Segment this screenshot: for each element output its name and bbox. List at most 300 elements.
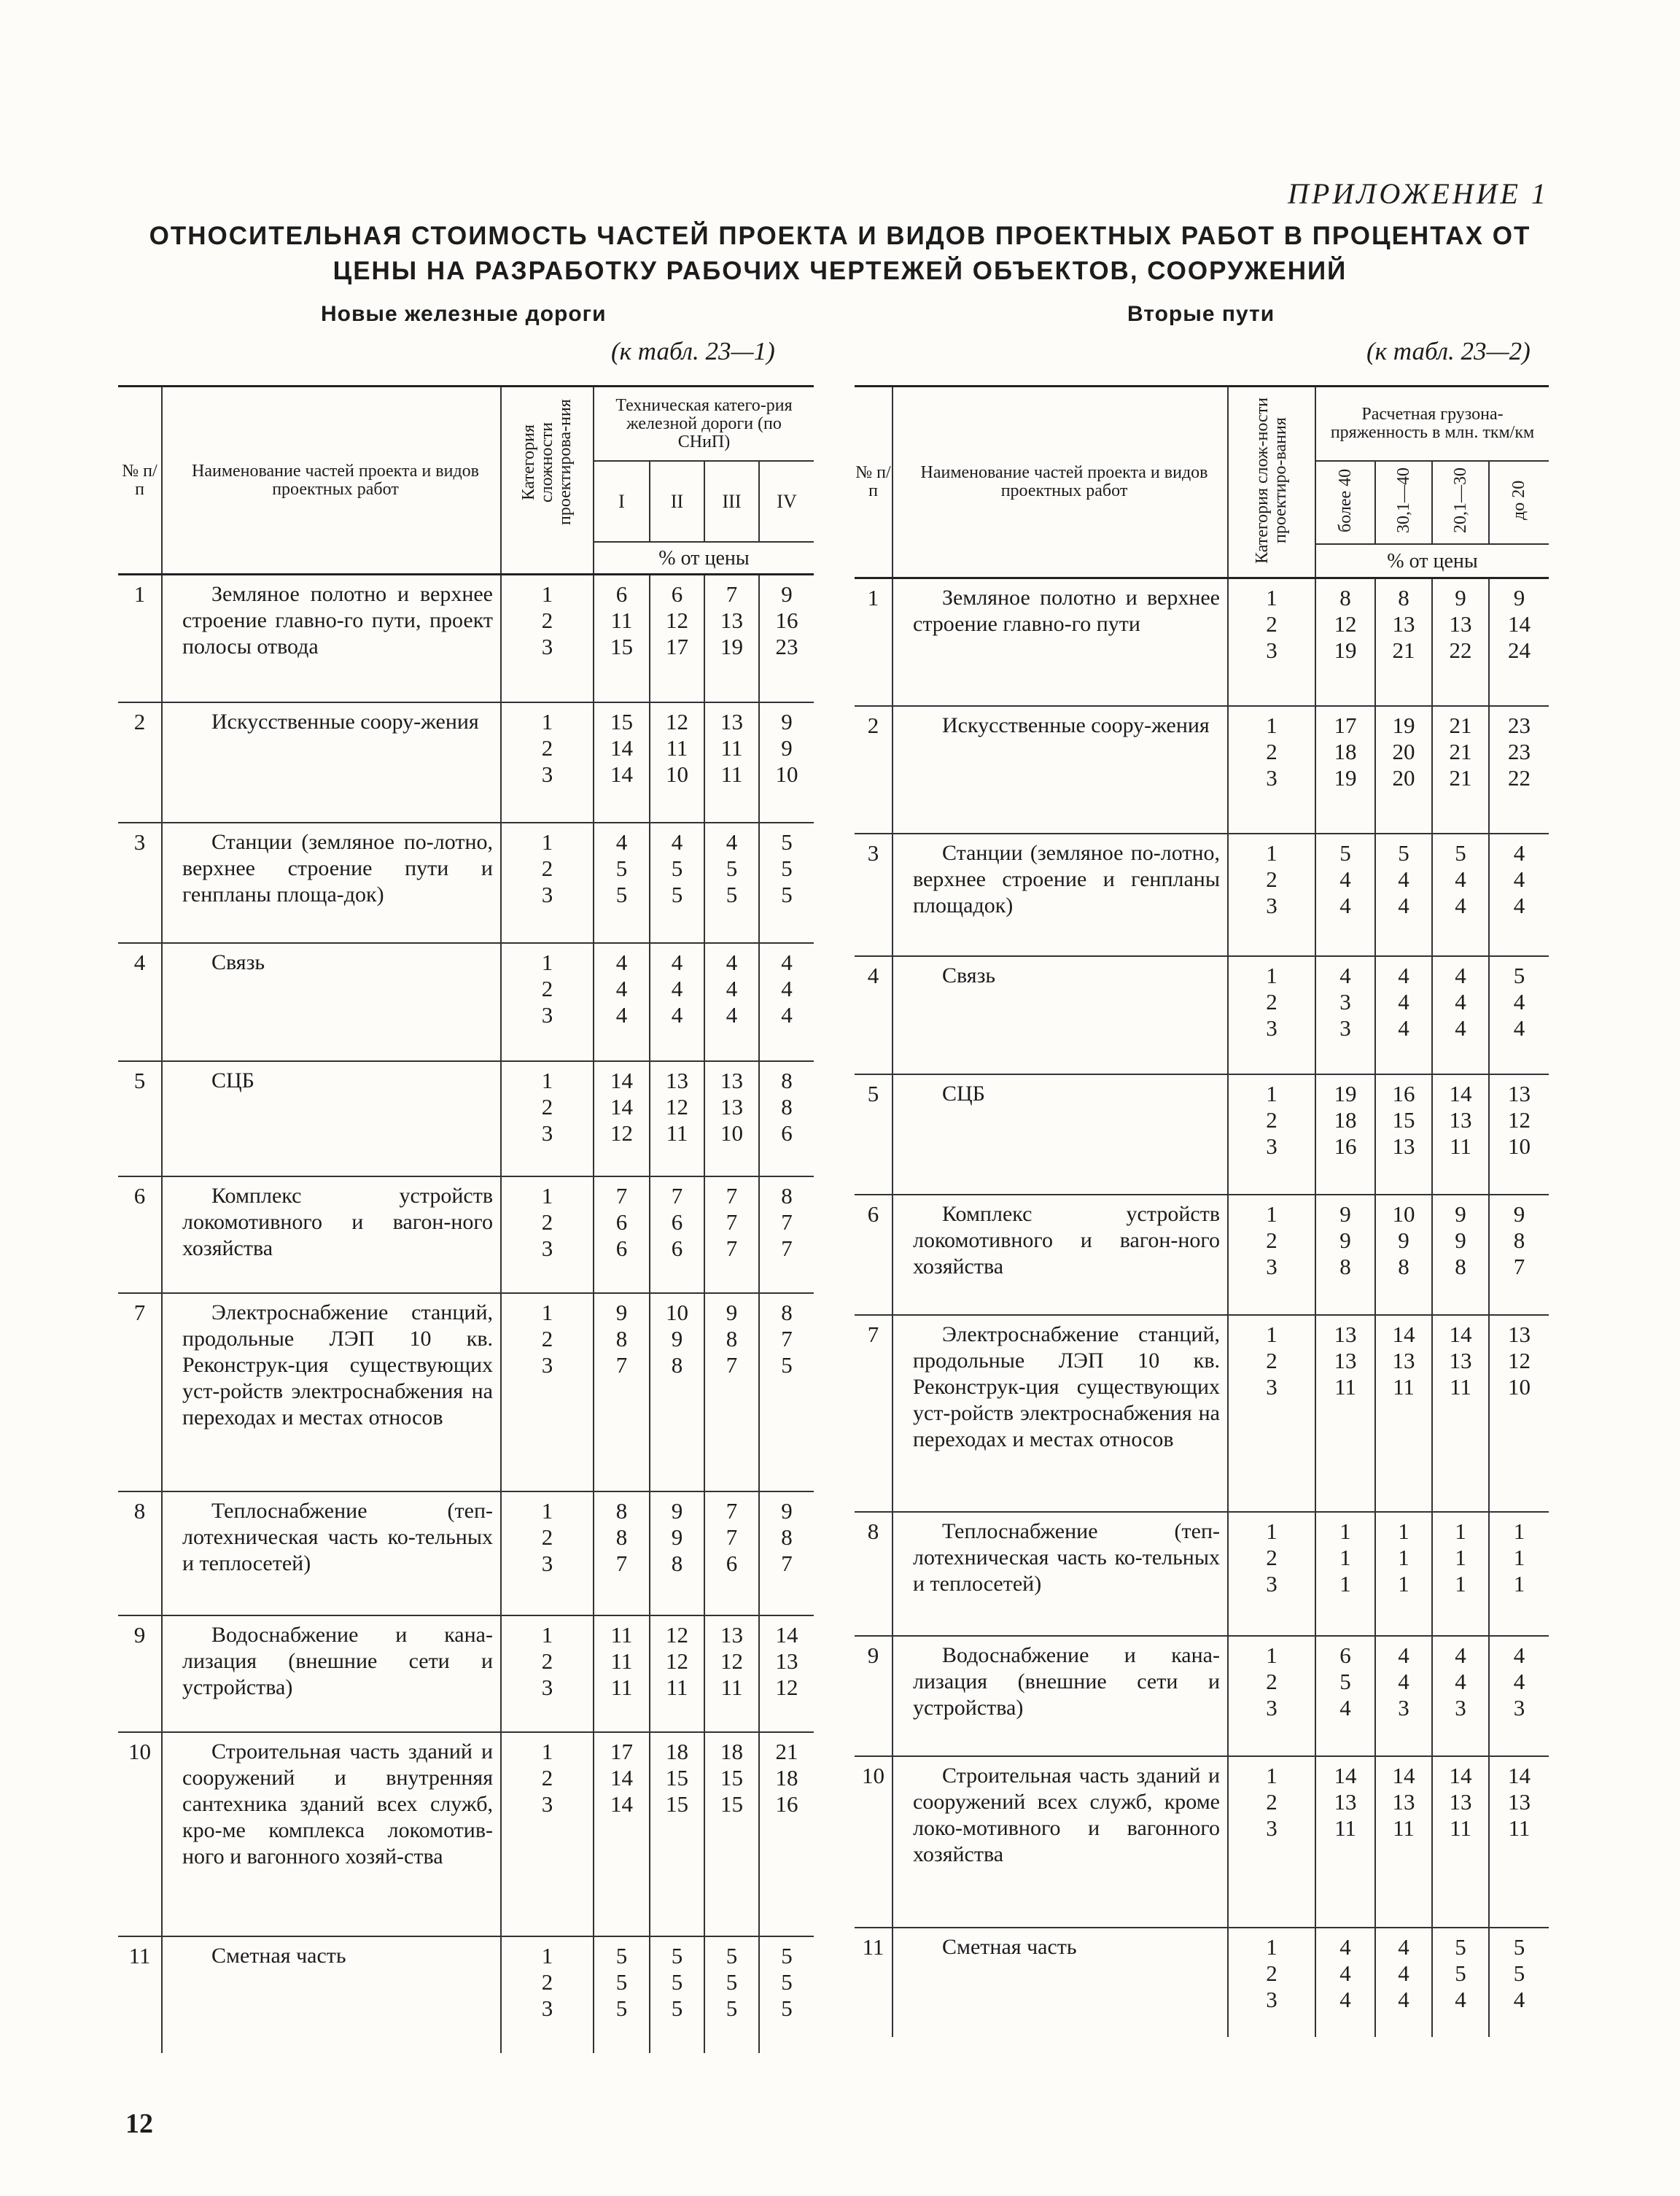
table-row	[118, 1936, 814, 2053]
value-cell-3	[1432, 834, 1489, 956]
percent-value: 6	[615, 581, 628, 607]
value-cell-2	[1375, 1928, 1432, 2037]
percent-value: 11	[720, 734, 743, 761]
table-row	[118, 702, 814, 823]
percent-value: 4	[671, 829, 683, 855]
percent-value: 4	[1339, 866, 1351, 892]
table-row	[118, 1491, 814, 1615]
percent-value: 4	[781, 949, 793, 975]
percent-value: 10	[775, 761, 798, 787]
row-categories	[1228, 834, 1315, 956]
percent-value: 19	[1334, 637, 1357, 663]
percent-value: 15	[610, 634, 633, 659]
value-cell-1	[594, 575, 650, 702]
value-cell-1	[1315, 578, 1375, 706]
percent-value: 20	[1392, 764, 1415, 791]
percent-value: 5	[1455, 839, 1466, 866]
category-value: 2	[1266, 1347, 1278, 1373]
category-value: 3	[1266, 764, 1278, 791]
percent-value: 8	[781, 1299, 793, 1325]
value-cell-4	[759, 702, 814, 823]
category-value: 2	[541, 1325, 553, 1351]
percent-value: 7	[726, 1182, 738, 1208]
percent-value: 16	[1392, 1080, 1415, 1106]
percent-value: 5	[671, 1942, 683, 1968]
percent-value: 4	[1339, 892, 1351, 918]
left-header-unit: % от цены	[594, 542, 814, 575]
percent-value: 12	[666, 708, 688, 734]
left-table-body	[118, 575, 814, 2053]
table-row	[855, 578, 1549, 706]
table-row	[855, 834, 1549, 956]
value-cell-3	[704, 1615, 759, 1732]
percent-value: 12	[666, 1648, 688, 1674]
percent-value: 15	[666, 1790, 688, 1817]
value-cell-2	[1375, 1315, 1432, 1512]
category-value: 2	[541, 975, 553, 1001]
percent-value: 9	[1339, 1200, 1351, 1227]
value-cell-4	[759, 1491, 814, 1615]
row-categories	[501, 1061, 594, 1176]
category-value: 1	[1266, 585, 1278, 610]
value-cell-4	[1489, 956, 1549, 1074]
category-value: 2	[541, 608, 553, 633]
table-row	[855, 1195, 1549, 1315]
percent-value: 6	[615, 1208, 628, 1235]
percent-value: 5	[671, 1968, 683, 1995]
category-value: 2	[1266, 1668, 1278, 1694]
row-gutter	[892, 578, 901, 706]
percent-value: 3	[1513, 1694, 1525, 1720]
percent-value: 8	[1339, 585, 1351, 610]
percent-value: 13	[1392, 1133, 1415, 1159]
value-cell-1	[594, 1491, 650, 1615]
row-number: 7	[118, 1293, 162, 1491]
percent-value: 9	[1513, 585, 1525, 610]
value-cell-3	[704, 1293, 759, 1491]
table-row	[118, 1732, 814, 1936]
left-table-title: Новые железные дороги	[321, 302, 607, 326]
table-row	[855, 1928, 1549, 2037]
percent-value: 8	[1398, 585, 1409, 610]
page-number: 12	[125, 2108, 153, 2139]
row-gutter	[892, 1756, 901, 1928]
value-cell-2	[650, 943, 704, 1061]
category-value: 2	[1266, 611, 1278, 637]
value-cell-3	[1432, 1928, 1489, 2037]
value-cell-4	[1489, 1756, 1549, 1928]
percent-value: 15	[720, 1790, 743, 1817]
value-cell-3	[704, 575, 759, 702]
row-categories	[1228, 1512, 1315, 1636]
value-cell-4	[1489, 1074, 1549, 1195]
percent-value: 11	[666, 1674, 688, 1700]
percent-value: 9	[1455, 1227, 1466, 1253]
percent-value: 12	[1508, 1106, 1531, 1133]
category-value: 3	[1266, 1014, 1278, 1041]
percent-value: 21	[1449, 712, 1472, 738]
value-cell-1	[594, 1936, 650, 2053]
category-value: 2	[541, 1968, 553, 1995]
percent-value: 13	[720, 608, 743, 633]
percent-value: 5	[1455, 1960, 1466, 1986]
value-cell-1	[594, 1061, 650, 1176]
row-gutter	[892, 956, 901, 1074]
percent-value: 16	[1334, 1133, 1357, 1159]
value-cell-2	[650, 1061, 704, 1176]
left-header-num: № п/п	[122, 461, 158, 499]
row-name: Станции (земляное по-лотно, верхнее строение пути и генпланы площа-док)	[171, 823, 501, 943]
percent-value: 7	[726, 581, 738, 607]
percent-value: 21	[1392, 637, 1415, 663]
row-categories	[501, 823, 594, 943]
row-gutter	[892, 1512, 901, 1636]
table-row	[855, 706, 1549, 834]
category-value: 1	[1266, 839, 1278, 866]
percent-value: 9	[781, 1497, 793, 1524]
right-header-col-1: более 40	[1315, 461, 1375, 544]
percent-value: 16	[775, 1790, 798, 1817]
percent-value: 11	[1334, 1373, 1356, 1400]
row-categories	[501, 1936, 594, 2053]
percent-value: 8	[1398, 1253, 1409, 1279]
value-cell-3	[704, 1936, 759, 2053]
value-cell-4	[1489, 1636, 1549, 1756]
percent-value: 11	[610, 608, 633, 633]
right-table-ref: (к табл. 23—2)	[1366, 337, 1531, 365]
value-cell-3	[1432, 1636, 1489, 1756]
percent-value: 9	[1455, 585, 1466, 610]
category-value: 2	[541, 1208, 553, 1235]
row-gutter	[162, 1293, 171, 1491]
category-value: 2	[1266, 1227, 1278, 1253]
percent-value: 5	[781, 855, 793, 881]
row-gutter	[892, 1928, 901, 2037]
category-value: 3	[541, 881, 553, 907]
percent-value: 19	[1334, 764, 1357, 791]
category-value: 3	[1266, 1133, 1278, 1159]
value-cell-2	[650, 1293, 704, 1491]
percent-value: 1	[1455, 1518, 1466, 1544]
row-categories	[501, 1491, 594, 1615]
percent-value: 4	[1455, 866, 1466, 892]
value-cell-4	[1489, 1195, 1549, 1315]
row-categories	[1228, 1756, 1315, 1928]
percent-value: 15	[666, 1764, 688, 1790]
percent-value: 5	[671, 881, 683, 907]
percent-value: 14	[1508, 611, 1531, 637]
percent-value: 15	[610, 708, 633, 734]
percent-value: 4	[1339, 1960, 1351, 1986]
category-value: 3	[541, 1674, 553, 1700]
percent-value: 10	[1508, 1133, 1531, 1159]
table-row	[118, 1176, 814, 1293]
category-value: 1	[1266, 1321, 1278, 1347]
row-name: Искусственные соору-жения	[901, 706, 1228, 834]
percent-value: 4	[781, 975, 793, 1001]
percent-value: 4	[1339, 962, 1351, 988]
value-cell-1	[594, 943, 650, 1061]
row-number: 3	[855, 834, 892, 956]
value-cell-1	[1315, 1636, 1375, 1756]
right-header-col-2: 30,1—40	[1375, 461, 1432, 544]
percent-value: 7	[1513, 1253, 1525, 1279]
percent-value: 7	[781, 1550, 793, 1576]
percent-value: 1	[1513, 1544, 1525, 1570]
percent-value: 11	[1393, 1373, 1415, 1400]
percent-value: 22	[1449, 637, 1472, 663]
row-gutter	[162, 1176, 171, 1293]
right-header-col-4: до 20	[1509, 480, 1528, 521]
value-cell-3	[704, 1061, 759, 1176]
category-value: 1	[1266, 1933, 1278, 1960]
percent-value: 18	[775, 1764, 798, 1790]
percent-value: 1	[1513, 1518, 1525, 1544]
category-value: 3	[541, 1235, 553, 1261]
percent-value: 5	[1339, 839, 1351, 866]
percent-value: 12	[666, 1621, 688, 1648]
category-value: 1	[541, 581, 553, 607]
category-value: 2	[1266, 866, 1278, 892]
category-value: 3	[541, 1001, 553, 1028]
value-cell-4	[759, 1061, 814, 1176]
value-cell-3	[704, 702, 759, 823]
row-number: 7	[855, 1315, 892, 1512]
percent-value: 4	[615, 829, 628, 855]
row-number: 10	[855, 1756, 892, 1928]
percent-value: 5	[726, 1968, 738, 1995]
percent-value: 13	[666, 1067, 688, 1093]
value-cell-2	[1375, 834, 1432, 956]
value-cell-2	[1375, 1195, 1432, 1315]
percent-value: 13	[1449, 1106, 1472, 1133]
percent-value: 5	[615, 881, 628, 907]
percent-value: 9	[1513, 1200, 1525, 1227]
percent-value: 4	[1339, 1694, 1351, 1720]
row-gutter	[162, 702, 171, 823]
row-categories	[501, 1732, 594, 1936]
row-number: 4	[118, 943, 162, 1061]
row-categories	[501, 1615, 594, 1732]
percent-value: 5	[781, 1995, 793, 2021]
percent-value: 11	[720, 1674, 743, 1700]
value-cell-2	[650, 1176, 704, 1293]
percent-value: 4	[1455, 962, 1466, 988]
percent-value: 1	[1339, 1570, 1351, 1596]
percent-value: 8	[726, 1325, 738, 1351]
percent-value: 7	[615, 1550, 628, 1576]
row-number: 1	[867, 585, 879, 610]
percent-value: 13	[720, 708, 743, 734]
percent-value: 11	[1508, 1815, 1531, 1841]
percent-value: 5	[726, 855, 738, 881]
percent-value: 14	[610, 1790, 633, 1817]
percent-value: 13	[1508, 1788, 1531, 1815]
percent-value: 7	[781, 1325, 793, 1351]
percent-value: 1	[1398, 1518, 1409, 1544]
percent-value: 5	[726, 1942, 738, 1968]
percent-value: 9	[1398, 1227, 1409, 1253]
percent-value: 7	[615, 1351, 628, 1378]
value-cell-1	[594, 823, 650, 943]
value-cell-3	[704, 1732, 759, 1936]
percent-value: 20	[1392, 738, 1415, 764]
row-name: Комплекс устройств локомотивного и вагон-ного хозяйства	[171, 1176, 501, 1293]
row-name: СЦБ	[171, 1061, 501, 1176]
percent-value: 5	[615, 1942, 628, 1968]
value-cell-3	[1432, 956, 1489, 1074]
category-value: 3	[541, 1995, 553, 2021]
percent-value: 9	[781, 581, 793, 607]
row-gutter	[892, 1636, 901, 1756]
row-categories	[1228, 1928, 1315, 2037]
value-cell-3	[1432, 1756, 1489, 1928]
category-value: 3	[541, 1550, 553, 1576]
row-categories	[501, 1176, 594, 1293]
value-cell-2	[1375, 1636, 1432, 1756]
percent-value: 12	[1508, 1347, 1531, 1373]
percent-value: 4	[726, 975, 738, 1001]
value-cell-1	[1315, 1315, 1375, 1512]
percent-value: 15	[1392, 1106, 1415, 1133]
percent-value: 24	[1508, 637, 1531, 663]
value-cell-1	[1315, 1928, 1375, 2037]
value-cell-2	[650, 1936, 704, 2053]
value-cell-3	[1432, 1512, 1489, 1636]
percent-value: 4	[1398, 1960, 1409, 1986]
value-cell-3	[704, 823, 759, 943]
percent-value: 10	[1508, 1373, 1531, 1400]
percent-value: 4	[1398, 1642, 1409, 1668]
percent-value: 14	[1449, 1762, 1472, 1788]
percent-value: 8	[781, 1093, 793, 1120]
category-value: 2	[541, 734, 553, 761]
percent-value: 4	[1398, 988, 1409, 1014]
value-cell-4	[1489, 834, 1549, 956]
percent-value: 17	[1334, 712, 1357, 738]
percent-value: 5	[615, 1995, 628, 2021]
row-name: Электроснабжение станций, продольные ЛЭП 10 кв. Реконструк-ция существующих уст-ройств электроснабжения на переходах и местах относов	[901, 1315, 1228, 1512]
percent-value: 4	[671, 975, 683, 1001]
row-categories	[501, 702, 594, 823]
value-cell-4	[1489, 1512, 1549, 1636]
percent-value: 13	[720, 1621, 743, 1648]
percent-value: 4	[1513, 866, 1525, 892]
value-cell-2	[650, 1615, 704, 1732]
row-number: 2	[855, 706, 892, 834]
percent-value: 1	[1513, 1570, 1525, 1596]
percent-value: 4	[1339, 1986, 1351, 2012]
category-value: 1	[541, 1942, 553, 1968]
left-header-category: Категория сложности проектирова-ния	[501, 387, 594, 543]
value-cell-2	[1375, 1756, 1432, 1928]
right-table	[855, 385, 1549, 2037]
category-value: 3	[1266, 1373, 1278, 1400]
row-number: 2	[118, 702, 162, 823]
row-number: 9	[855, 1636, 892, 1756]
category-value: 1	[1266, 1080, 1278, 1106]
percent-value: 11	[610, 1621, 633, 1648]
row-gutter	[162, 943, 171, 1061]
table-row	[118, 575, 814, 702]
category-value: 1	[541, 829, 553, 855]
left-header-col-3: III	[704, 461, 759, 542]
percent-value: 18	[666, 1738, 688, 1764]
percent-value: 8	[671, 1351, 683, 1378]
percent-value: 1	[1398, 1544, 1409, 1570]
row-name: Электроснабжение станций, продольные ЛЭП 10 кв. Реконструк-ция существующих уст-ройств электроснабжения на переходах и местах относов	[171, 1293, 501, 1491]
table-row	[118, 1293, 814, 1491]
row-gutter	[162, 575, 171, 702]
right-table-body	[855, 578, 1549, 2037]
percent-value: 12	[666, 608, 688, 633]
percent-value: 5	[726, 881, 738, 907]
percent-value: 8	[615, 1497, 628, 1524]
value-cell-1	[594, 1732, 650, 1936]
category-value: 2	[1266, 988, 1278, 1014]
percent-value: 23	[775, 634, 798, 659]
percent-value: 3	[1398, 1694, 1409, 1720]
percent-value: 8	[781, 1067, 793, 1093]
percent-value: 1	[1455, 1544, 1466, 1570]
value-cell-1	[1315, 834, 1375, 956]
percent-value: 5	[726, 1995, 738, 2021]
percent-value: 5	[781, 829, 793, 855]
table-row	[855, 956, 1549, 1074]
row-number: 5	[855, 1074, 892, 1195]
row-categories	[501, 575, 594, 702]
row-name: Строительная часть зданий и сооружений всех служб, кроме локо-мотивного и вагонного хозяйства	[901, 1756, 1228, 1928]
percent-value: 11	[610, 1674, 633, 1700]
row-categories	[1228, 706, 1315, 834]
value-cell-1	[1315, 706, 1375, 834]
row-categories	[1228, 1074, 1315, 1195]
percent-value: 11	[610, 1648, 633, 1674]
percent-value: 8	[671, 1550, 683, 1576]
percent-value: 9	[781, 734, 793, 761]
category-value: 2	[541, 1093, 553, 1120]
category-value: 3	[541, 1120, 553, 1146]
percent-value: 4	[1455, 1668, 1466, 1694]
percent-value: 8	[1339, 1253, 1351, 1279]
category-value: 3	[1266, 1815, 1278, 1841]
category-value: 3	[1266, 1570, 1278, 1596]
table-row	[118, 1061, 814, 1176]
value-cell-4	[1489, 706, 1549, 834]
percent-value: 10	[1392, 1200, 1415, 1227]
percent-value: 4	[1513, 839, 1525, 866]
table-row	[855, 1756, 1549, 1928]
percent-value: 9	[726, 1299, 738, 1325]
percent-value: 6	[615, 1235, 628, 1261]
row-gutter	[162, 1491, 171, 1615]
row-name: Теплоснабжение (теп-лотехническая часть ко-тельных и теплосетей)	[901, 1512, 1228, 1636]
right-header-category: Категория слож-ности проектиро-вания	[1228, 387, 1315, 578]
row-categories	[1228, 956, 1315, 1074]
row-categories	[1228, 1195, 1315, 1315]
value-cell-2	[1375, 1512, 1432, 1636]
percent-value: 21	[775, 1738, 798, 1764]
percent-value: 13	[1508, 1080, 1531, 1106]
percent-value: 14	[610, 1764, 633, 1790]
value-cell-3	[704, 1491, 759, 1615]
value-cell-3	[704, 943, 759, 1061]
row-categories	[1228, 1315, 1315, 1512]
table-row	[855, 1074, 1549, 1195]
row-categories	[501, 943, 594, 1061]
percent-value: 4	[1455, 1986, 1466, 2012]
row-name: Водоснабжение и кана-лизация (внешние сети и устройства)	[171, 1615, 501, 1732]
